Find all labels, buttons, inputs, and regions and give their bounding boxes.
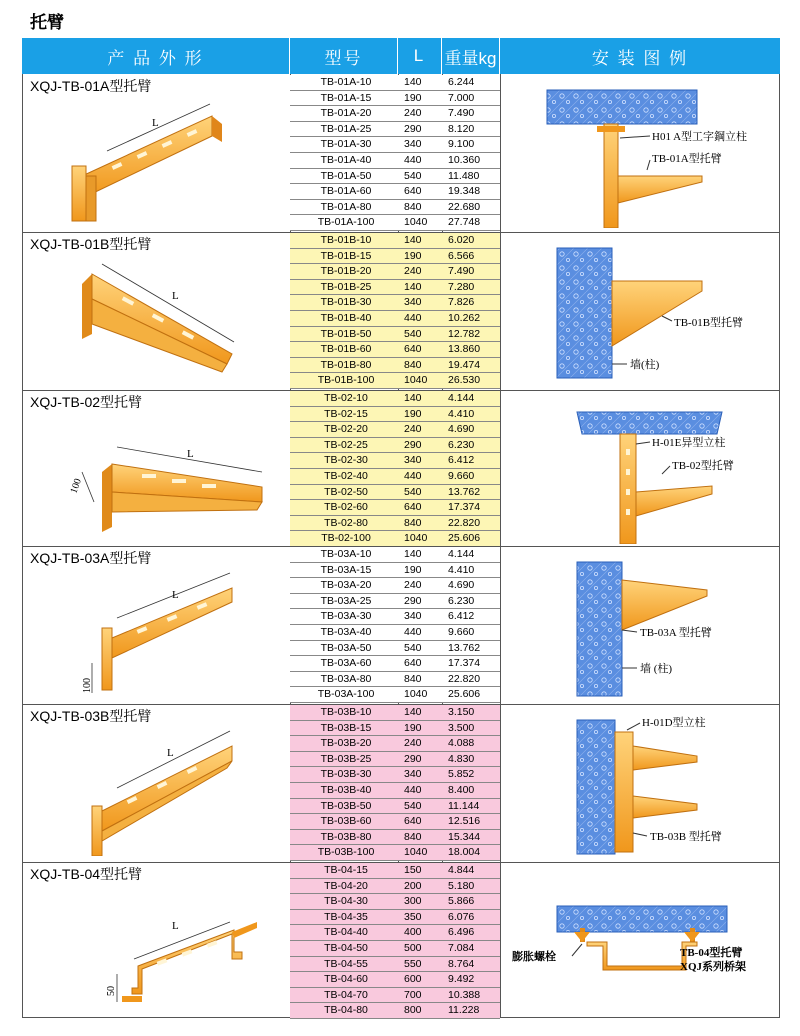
dim-l: L — [172, 920, 179, 932]
model-cell: TB-01B-60 — [320, 343, 372, 356]
weight-cell: 4.830 — [448, 752, 475, 765]
weight-cell: 9.660 — [448, 470, 475, 482]
product-section — [22, 704, 780, 860]
dim-l: L — [167, 747, 174, 759]
table-row — [290, 327, 500, 343]
model-cell: TB-03A-25 — [320, 594, 372, 607]
table-row — [290, 957, 500, 973]
model-cell: TB-01A-15 — [320, 91, 372, 104]
weight-cell: 5.852 — [448, 768, 475, 781]
table-row — [290, 830, 500, 846]
length-cell: 540 — [404, 485, 422, 498]
model-cell: TB-03B-40 — [320, 784, 372, 796]
model-cell: TB-04-15 — [324, 864, 368, 876]
model-cell: TB-04-60 — [324, 973, 368, 986]
model-cell: TB-03A-10 — [320, 548, 372, 560]
table-row — [290, 106, 500, 122]
model-cell: TB-01A-30 — [320, 138, 372, 151]
model-cell: TB-04-40 — [324, 926, 368, 939]
length-cell: 190 — [404, 249, 422, 262]
weight-cell: 17.374 — [448, 657, 481, 670]
model-cell: TB-03B-30 — [320, 768, 372, 781]
model-cell: TB-02-30 — [324, 454, 368, 467]
weight-cell: 6.230 — [448, 438, 475, 451]
model-cell: TB-01B-10 — [320, 234, 372, 246]
table-row — [290, 547, 500, 563]
install-label: TB-01B型托臂 — [674, 317, 744, 329]
table-row — [290, 438, 500, 454]
model-cell: TB-02-10 — [324, 392, 368, 404]
dim-l: L — [152, 117, 159, 129]
table-row — [290, 721, 500, 737]
install-label: 膨胀螺栓 — [512, 951, 556, 963]
table-row — [290, 249, 500, 265]
table-row — [290, 75, 500, 91]
weight-cell: 11.480 — [448, 169, 480, 182]
table-row — [290, 500, 500, 516]
product-name: XQJ-TB-04型托臂 — [30, 866, 143, 882]
table-row — [290, 91, 500, 107]
model-cell: TB-03A-60 — [320, 657, 372, 670]
length-cell: 840 — [404, 200, 422, 213]
weight-cell: 13.762 — [448, 485, 481, 498]
bracket-illustration — [62, 412, 272, 547]
table-row — [290, 672, 500, 688]
table-row — [290, 516, 500, 532]
install-label: 墙 (柱) — [640, 663, 673, 675]
table-row — [290, 736, 500, 752]
weight-cell: 4.410 — [448, 407, 475, 420]
length-cell: 640 — [404, 343, 422, 356]
length-cell: 190 — [404, 407, 422, 420]
header-shape: 产 品 外 形 — [22, 38, 290, 74]
length-cell: 1040 — [404, 216, 428, 229]
length-cell: 1040 — [404, 374, 428, 387]
weight-cell: 10.360 — [448, 154, 481, 166]
table-row — [290, 783, 500, 799]
product-section — [22, 390, 780, 546]
length-cell: 350 — [404, 910, 422, 923]
weight-cell: 9.660 — [448, 626, 475, 638]
weight-cell: 6.020 — [448, 234, 475, 246]
model-cell: TB-03A-40 — [320, 626, 372, 638]
weight-cell: 7.826 — [448, 296, 475, 309]
length-cell: 440 — [404, 154, 422, 166]
table-row — [290, 910, 500, 926]
length-cell: 140 — [404, 234, 422, 246]
model-cell: TB-01B-40 — [320, 312, 372, 324]
model-cell: TB-04-55 — [324, 957, 368, 970]
table-row — [290, 687, 500, 703]
length-cell: 640 — [404, 657, 422, 670]
model-cell: TB-02-40 — [324, 470, 368, 482]
weight-cell: 8.400 — [448, 784, 475, 796]
install-diagram — [502, 550, 772, 705]
model-cell: TB-02-15 — [324, 407, 368, 420]
table-row — [290, 1003, 500, 1019]
length-cell: 240 — [404, 107, 422, 120]
model-cell: TB-02-50 — [324, 485, 368, 498]
header-l: L — [398, 38, 442, 74]
weight-cell: 12.516 — [448, 815, 481, 828]
model-cell: TB-04-30 — [324, 895, 368, 908]
model-cell: TB-01B-100 — [317, 374, 375, 387]
install-label: TB-04型托臂 — [680, 947, 743, 959]
length-cell: 540 — [404, 799, 422, 812]
model-cell: TB-03B-60 — [320, 815, 372, 828]
length-cell: 140 — [404, 548, 422, 560]
length-cell: 140 — [404, 76, 422, 88]
dim-100: 100 — [82, 678, 93, 693]
model-cell: TB-03A-15 — [320, 563, 372, 576]
length-cell: 340 — [404, 138, 422, 151]
install-label: XQJ系列桥架 — [680, 961, 746, 973]
table-row — [290, 972, 500, 988]
length-cell: 840 — [404, 672, 422, 685]
weight-cell: 4.844 — [448, 864, 475, 876]
model-cell: TB-01A-60 — [320, 185, 372, 198]
table-row — [290, 215, 500, 231]
model-cell: TB-01B-30 — [320, 296, 372, 309]
dim-100: 100 — [68, 477, 84, 496]
table-row — [290, 184, 500, 200]
table-row — [290, 845, 500, 861]
length-cell: 600 — [404, 973, 422, 986]
table-row — [290, 295, 500, 311]
weight-cell: 7.084 — [448, 942, 475, 954]
dim-50: 50 — [106, 986, 117, 996]
model-cell: TB-01A-25 — [320, 122, 372, 135]
model-cell: TB-04-50 — [324, 942, 368, 954]
length-cell: 190 — [404, 91, 422, 104]
model-cell: TB-04-35 — [324, 910, 368, 923]
weight-cell: 11.228 — [448, 1004, 480, 1017]
length-cell: 340 — [404, 454, 422, 467]
table-row — [290, 814, 500, 830]
weight-cell: 9.492 — [448, 973, 475, 986]
weight-cell: 4.144 — [448, 392, 475, 404]
dim-l: L — [172, 589, 179, 601]
table-row — [290, 422, 500, 438]
table-row — [290, 641, 500, 657]
model-cell: TB-03A-80 — [320, 672, 372, 685]
weight-cell: 4.690 — [448, 423, 475, 436]
model-cell: TB-03A-20 — [320, 579, 372, 592]
table-row — [290, 153, 500, 169]
length-cell: 140 — [404, 706, 422, 718]
length-cell: 440 — [404, 470, 422, 482]
install-label: TB-03B 型托臂 — [650, 831, 722, 843]
length-cell: 540 — [404, 327, 422, 340]
install-diagram — [502, 394, 772, 549]
model-cell: TB-03B-50 — [320, 799, 372, 812]
length-cell: 440 — [404, 784, 422, 796]
length-cell: 840 — [404, 830, 422, 843]
weight-cell: 10.262 — [448, 312, 481, 324]
weight-cell: 6.412 — [448, 454, 475, 467]
length-cell: 190 — [404, 563, 422, 576]
table-row — [290, 358, 500, 374]
length-cell: 440 — [404, 312, 422, 324]
weight-cell: 22.820 — [448, 672, 481, 685]
length-cell: 640 — [404, 185, 422, 198]
model-cell: TB-01A-40 — [320, 154, 372, 166]
table-row — [290, 656, 500, 672]
table-row — [290, 925, 500, 941]
table-row — [290, 609, 500, 625]
table-row — [290, 625, 500, 641]
table-row — [290, 169, 500, 185]
table-row — [290, 280, 500, 296]
table-row — [290, 485, 500, 501]
length-cell: 140 — [404, 392, 422, 404]
product-name: XQJ-TB-02型托臂 — [30, 394, 143, 410]
weight-cell: 8.764 — [448, 957, 475, 970]
table-row — [290, 767, 500, 783]
install-diagram — [502, 78, 772, 233]
weight-cell: 4.088 — [448, 737, 475, 750]
model-cell: TB-03B-80 — [320, 830, 372, 843]
length-cell: 800 — [404, 1004, 422, 1017]
weight-cell: 18.004 — [448, 846, 481, 859]
weight-cell: 6.412 — [448, 610, 475, 623]
product-section — [22, 232, 780, 388]
install-label: H01 A型工字鋼立柱 — [652, 131, 748, 143]
install-diagram — [502, 708, 772, 863]
model-cell: TB-04-70 — [324, 988, 368, 1001]
weight-cell: 6.076 — [448, 910, 475, 923]
length-cell: 440 — [404, 626, 422, 638]
length-cell: 1040 — [404, 532, 428, 545]
weight-cell: 11.144 — [448, 799, 480, 812]
weight-cell: 17.374 — [448, 501, 481, 514]
weight-cell: 4.144 — [448, 548, 475, 560]
weight-cell: 3.500 — [448, 721, 475, 734]
length-cell: 140 — [404, 280, 422, 293]
table-row — [290, 407, 500, 423]
weight-cell: 9.100 — [448, 138, 475, 151]
model-cell: TB-02-25 — [324, 438, 368, 451]
table-row — [290, 879, 500, 895]
table-row — [290, 594, 500, 610]
table-row — [290, 799, 500, 815]
weight-cell: 19.474 — [448, 358, 481, 371]
length-cell: 290 — [404, 122, 422, 135]
weight-cell: 25.606 — [448, 688, 481, 701]
weight-cell: 7.490 — [448, 107, 475, 120]
product-name: XQJ-TB-03A型托臂 — [30, 550, 152, 566]
table-row — [290, 453, 500, 469]
length-cell: 340 — [404, 768, 422, 781]
model-cell: TB-03B-100 — [317, 846, 375, 859]
model-cell: TB-01B-50 — [320, 327, 372, 340]
table-row — [290, 264, 500, 280]
bracket-illustration — [62, 254, 242, 389]
weight-cell: 22.820 — [448, 516, 481, 529]
length-cell: 400 — [404, 926, 422, 939]
table-row — [290, 342, 500, 358]
product-name: XQJ-TB-01B型托臂 — [30, 236, 152, 252]
length-cell: 340 — [404, 610, 422, 623]
table-row — [290, 531, 500, 547]
model-cell: TB-03A-50 — [320, 641, 372, 654]
model-cell: TB-02-60 — [324, 501, 368, 514]
weight-cell: 7.000 — [448, 91, 475, 104]
length-cell: 640 — [404, 501, 422, 514]
model-cell: TB-01B-80 — [320, 358, 372, 371]
length-cell: 840 — [404, 358, 422, 371]
table-row — [290, 469, 500, 485]
weight-cell: 13.762 — [448, 641, 481, 654]
table-row — [290, 752, 500, 768]
weight-cell: 6.566 — [448, 249, 475, 262]
model-cell: TB-01A-50 — [320, 169, 372, 182]
table-row — [290, 233, 500, 249]
header-install: 安 装 图 例 — [500, 38, 780, 74]
model-cell: TB-01A-20 — [320, 107, 372, 120]
length-cell: 500 — [404, 942, 422, 954]
weight-cell: 6.230 — [448, 594, 475, 607]
weight-cell: 6.496 — [448, 926, 475, 939]
bracket-illustration — [62, 568, 242, 703]
length-cell: 540 — [404, 641, 422, 654]
length-cell: 340 — [404, 296, 422, 309]
model-cell: TB-02-80 — [324, 516, 368, 529]
model-cell: TB-01B-25 — [320, 280, 372, 293]
product-section — [22, 546, 780, 702]
table-row — [290, 122, 500, 138]
length-cell: 290 — [404, 594, 422, 607]
weight-cell: 19.348 — [448, 185, 481, 198]
dim-l: L — [172, 290, 179, 302]
weight-cell: 5.866 — [448, 895, 475, 908]
bracket-illustration — [62, 726, 242, 861]
model-cell: TB-02-100 — [321, 532, 371, 545]
length-cell: 240 — [404, 737, 422, 750]
length-cell: 290 — [404, 752, 422, 765]
install-diagram — [502, 236, 772, 391]
model-cell: TB-01B-15 — [320, 249, 372, 262]
length-cell: 290 — [404, 438, 422, 451]
length-cell: 240 — [404, 265, 422, 278]
length-cell: 240 — [404, 579, 422, 592]
table-row — [290, 988, 500, 1004]
table-row — [290, 705, 500, 721]
weight-cell: 5.180 — [448, 879, 475, 892]
bracket-illustration — [62, 884, 262, 1019]
length-cell: 150 — [404, 864, 422, 876]
length-cell: 300 — [404, 895, 422, 908]
install-label: TB-03A 型托臂 — [640, 627, 712, 639]
weight-cell: 10.388 — [448, 988, 481, 1001]
table-row — [290, 941, 500, 957]
install-label: TB-02型托臂 — [672, 460, 734, 472]
length-cell: 840 — [404, 516, 422, 529]
weight-cell: 7.490 — [448, 265, 475, 278]
length-cell: 190 — [404, 721, 422, 734]
bracket-illustration — [62, 96, 242, 231]
weight-cell: 12.782 — [448, 327, 481, 340]
model-cell: TB-04-20 — [324, 879, 368, 892]
product-section — [22, 862, 780, 1018]
weight-cell: 26.530 — [448, 374, 481, 387]
table-row — [290, 311, 500, 327]
length-cell: 540 — [404, 169, 422, 182]
header-weight: 重量kg — [442, 38, 500, 74]
length-cell: 1040 — [404, 688, 428, 701]
weight-cell: 22.680 — [448, 200, 481, 213]
model-cell: TB-04-80 — [324, 1004, 368, 1017]
table-row — [290, 373, 500, 389]
model-cell: TB-01A-100 — [317, 216, 375, 229]
dim-l: L — [187, 448, 194, 460]
weight-cell: 8.120 — [448, 122, 475, 135]
install-label: 墙(柱) — [630, 359, 660, 371]
product-name: XQJ-TB-01A型托臂 — [30, 78, 152, 94]
product-section — [22, 74, 780, 230]
table-row — [290, 137, 500, 153]
weight-cell: 15.344 — [448, 830, 481, 843]
model-cell: TB-03A-30 — [320, 610, 372, 623]
model-cell: TB-02-20 — [324, 423, 368, 436]
length-cell: 200 — [404, 879, 422, 892]
table-row — [290, 563, 500, 579]
install-label: H-01D型立柱 — [642, 717, 706, 729]
length-cell: 240 — [404, 423, 422, 436]
install-diagram — [502, 866, 772, 1021]
table-row — [290, 391, 500, 407]
weight-cell: 27.748 — [448, 216, 481, 229]
model-cell: TB-03B-25 — [320, 752, 372, 765]
weight-cell: 3.150 — [448, 706, 475, 718]
length-cell: 550 — [404, 957, 422, 970]
length-cell: 640 — [404, 815, 422, 828]
weight-cell: 4.690 — [448, 579, 475, 592]
page-title: 托臂 — [30, 13, 64, 32]
weight-cell: 4.410 — [448, 563, 475, 576]
model-cell: TB-03B-15 — [320, 721, 372, 734]
table-row — [290, 578, 500, 594]
header-model: 型号 — [290, 38, 398, 74]
table-row — [290, 863, 500, 879]
product-name: XQJ-TB-03B型托臂 — [30, 708, 152, 724]
model-cell: TB-01B-20 — [320, 265, 372, 278]
weight-cell: 25.606 — [448, 532, 481, 545]
model-cell: TB-03A-100 — [317, 688, 375, 701]
weight-cell: 7.280 — [448, 280, 475, 293]
install-label: TB-01A型托臂 — [652, 153, 722, 165]
install-label: H-01E异型立柱 — [652, 437, 726, 449]
model-cell: TB-01A-10 — [320, 76, 372, 88]
length-cell: 1040 — [404, 846, 428, 859]
model-cell: TB-03B-10 — [320, 706, 372, 718]
weight-cell: 6.244 — [448, 76, 475, 88]
table-row — [290, 200, 500, 216]
weight-cell: 13.860 — [448, 343, 481, 356]
model-cell: TB-01A-80 — [320, 200, 372, 213]
table-row — [290, 894, 500, 910]
model-cell: TB-03B-20 — [320, 737, 372, 750]
length-cell: 700 — [404, 988, 422, 1001]
